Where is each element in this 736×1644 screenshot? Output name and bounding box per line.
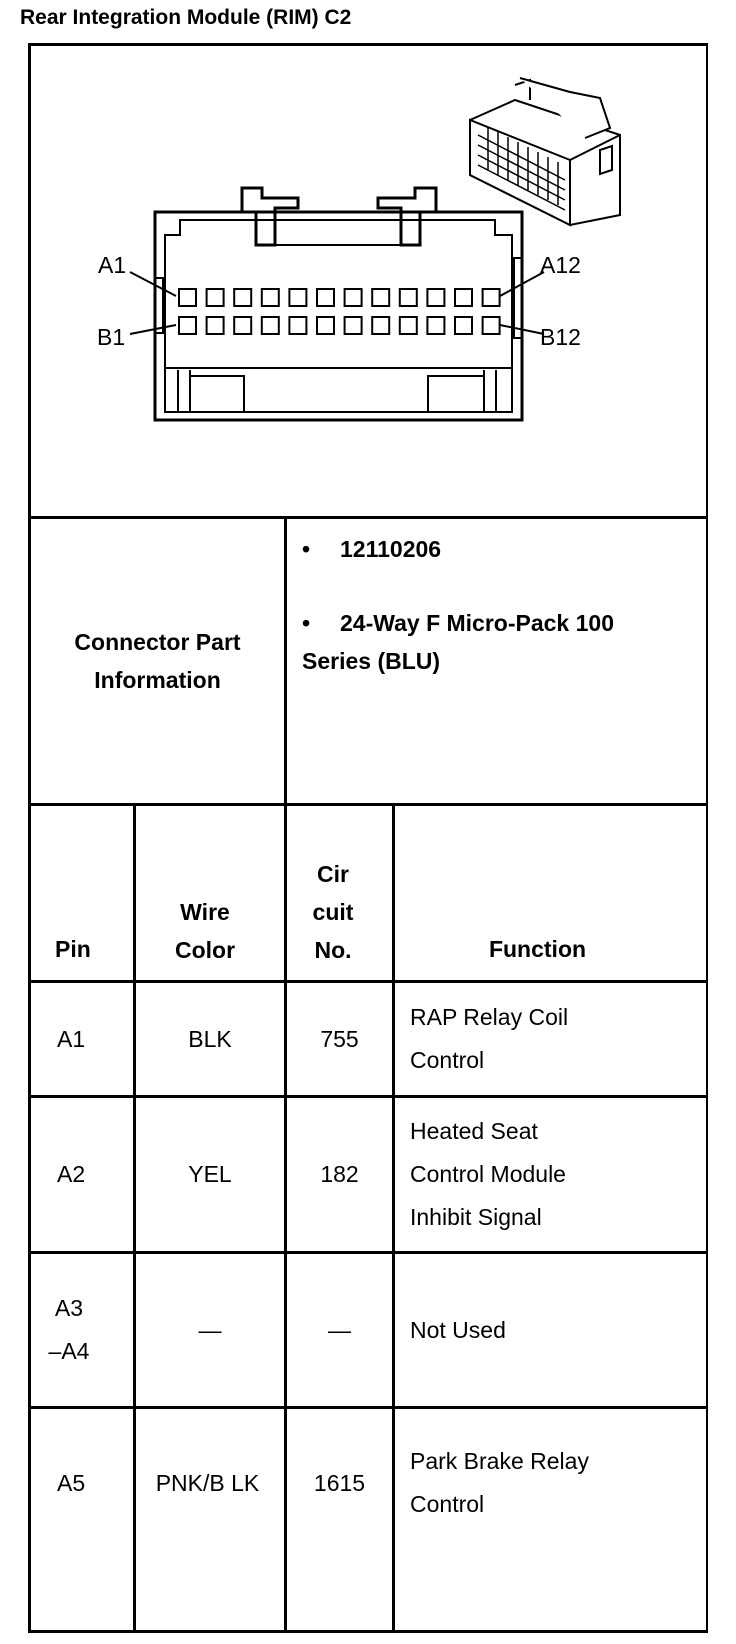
pin-cavity	[372, 289, 389, 306]
pin-cavity	[483, 289, 500, 306]
pin-cavity	[483, 317, 500, 334]
pin-cavity	[400, 289, 417, 306]
cell-circuit: 755	[320, 1025, 359, 1052]
pin-cavity	[179, 317, 196, 334]
pin-cavity	[234, 317, 251, 334]
cell-pin: A3 –A4	[48, 1295, 90, 1364]
connector-info-item: • 24-Way F Micro-Pack 100 Series (BLU)	[302, 604, 682, 680]
connector-diagram	[0, 43, 736, 523]
bullet-icon: •	[302, 536, 311, 562]
header-pin: Pin	[55, 936, 91, 962]
pin-cavity	[234, 289, 251, 306]
page-title: Rear Integration Module (RIM) C2	[20, 6, 352, 29]
divider	[28, 803, 708, 806]
cell-function: RAP Relay Coil Control	[410, 1004, 569, 1073]
cell-pin: A5	[57, 1469, 86, 1496]
pin-cavity	[207, 317, 224, 334]
pin-cavity	[207, 289, 224, 306]
pin-label-a1: A1	[98, 252, 127, 278]
header-circuit-no: Cir cuit No.	[312, 861, 354, 963]
header-function: Function	[488, 936, 587, 962]
cell-pin: A2	[57, 1161, 86, 1187]
pin-label-a12: A12	[540, 252, 581, 278]
pin-cavity	[317, 289, 334, 306]
connector-info-list	[302, 530, 682, 680]
cell-function: Heated Seat Control Module Inhibit Signal	[410, 1118, 566, 1230]
cell-wire-color: BLK	[188, 1025, 232, 1052]
divider	[392, 803, 395, 1633]
pin-cavity	[455, 317, 472, 334]
cell-circuit: —	[328, 1316, 351, 1343]
pin-cavity	[455, 289, 472, 306]
pin-cavity	[262, 317, 279, 334]
pin-cavity	[427, 289, 444, 306]
header-wire-color: Wire Color	[174, 899, 236, 963]
pin-cavity	[345, 289, 362, 306]
connector-3d-illustration	[470, 78, 620, 225]
cell-wire-color: —	[198, 1316, 222, 1343]
cell-wire-color: YEL	[188, 1161, 232, 1187]
pin-cavity	[372, 317, 389, 334]
cell-wire-color: PNK/B LK	[155, 1469, 260, 1496]
pin-cavity	[289, 289, 306, 306]
pin-cavity	[400, 317, 417, 334]
pin-label-b1: B1	[97, 324, 126, 350]
pin-cavity	[262, 289, 279, 306]
pin-cavity	[317, 317, 334, 334]
pin-cavity	[179, 289, 196, 306]
connector-info-item: • 12110206	[302, 530, 682, 568]
cell-function: Park Brake Relay Control	[410, 1448, 589, 1517]
cell-pin: A1	[57, 1025, 86, 1052]
cell-circuit: 1615	[313, 1469, 366, 1496]
connector-info-label: Connector Part Information	[74, 629, 241, 693]
pin-cavity	[289, 317, 306, 334]
pin-cavity	[345, 317, 362, 334]
cell-circuit: 182	[320, 1161, 359, 1187]
cell-function: Not Used	[410, 1316, 506, 1343]
pin-label-b12: B12	[540, 324, 581, 350]
bullet-icon: •	[302, 610, 311, 636]
pin-cavity	[427, 317, 444, 334]
